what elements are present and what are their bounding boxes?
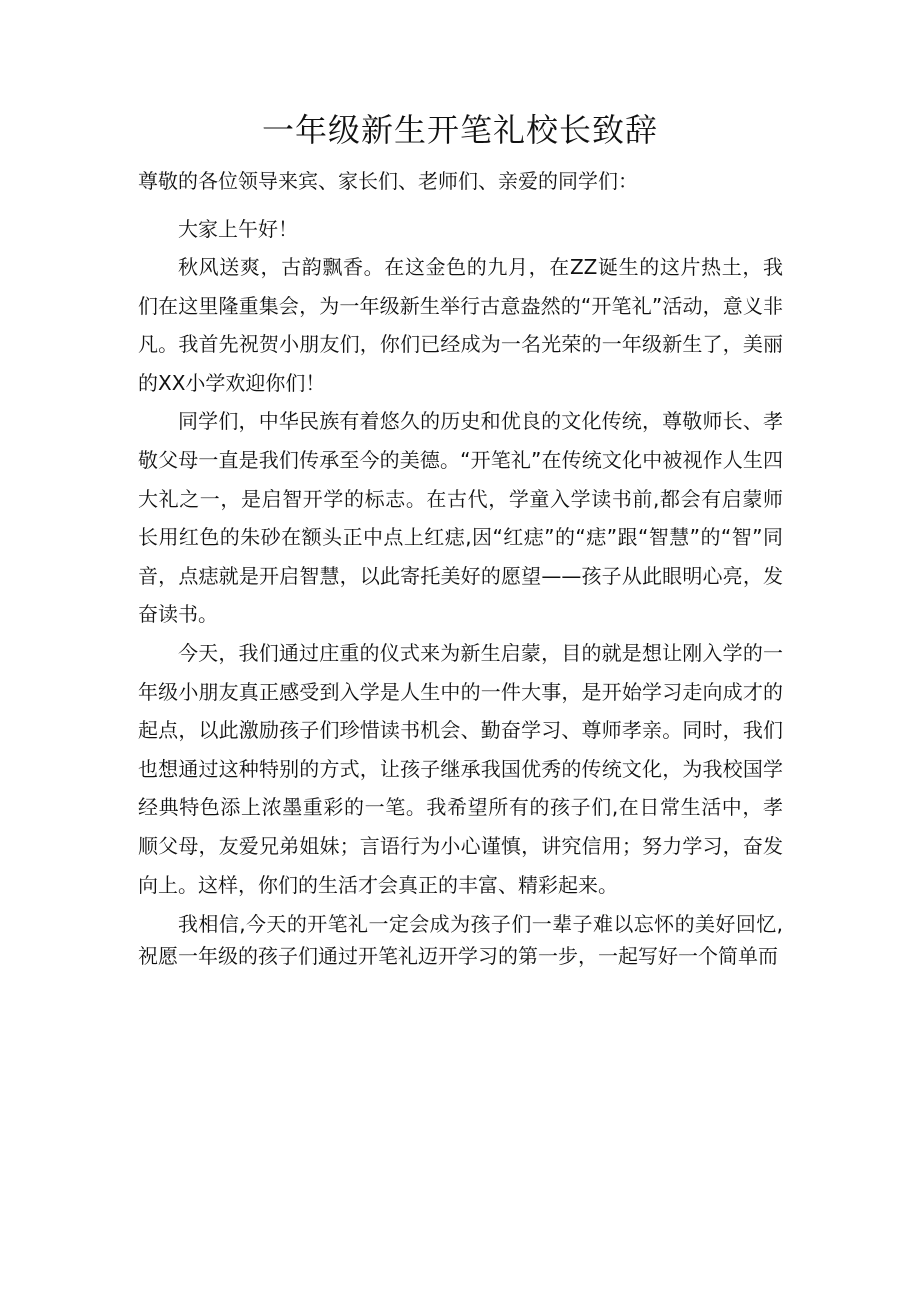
body-paragraph: 今天，我们通过庄重的仪式来为新生启蒙，目的就是想让刚入学的一年级小朋友真正感受到入学是人生中的一件大事，是开始学习走向成才的起点，以此激励孩子们珍惜读书机会、勤奋学习、尊师孝亲。同时，我们也想通过这种特别的方式，让孩子继承我国优秀的传统文化，为我校国学经典特色添上浓墨重彩的一笔。我希望所有的孩子们,在日常生活中，孝顺父母，友爱兄弟姐妹；言语行为小心谨慎，讲究信用；努力学习，奋发向上。这样，你们的生活才会真正的丰富、精彩起来。 (138, 640, 783, 897)
greeting-paragraph: 大家上午好！ (178, 217, 298, 241)
body-paragraph: 同学们，中华民族有着悠久的历史和优良的文化传统，尊敬师长、孝敬父母一直是我们传承至今的美德。“开笔礼”在传统文化中被视作人生四大礼之一，是启智开学的标志。在古代，学童入学读书前,都会有启蒙师长用红色的朱砂在额头正中点上红痣,因“红痣”的“痣”跟“智慧”的“智”同音，点痣就是开启智慧，以此寄托美好的愿望——孩子从此眼明心亮，发奋读书。 (138, 409, 783, 627)
speech-body (138, 210, 783, 972)
document-title: 一年级新生开笔礼校长致辞 (261, 111, 658, 149)
body-paragraph: 秋风送爽，古韵飘香。在这金色的九月，在ZZ诞生的这片热土，我们在这里隆重集会，为一年级新生举行古意盎然的“开笔礼”活动，意义非凡。我首先祝贺小朋友们，你们已经成为一名光荣的一年级新生了，美丽的XX小学欢迎你们！ (138, 255, 783, 395)
salutation: 尊敬的各位领导来宾、家长们、老师们、亲爱的同学们： (138, 169, 638, 193)
body-paragraph: 我相信,今天的开笔礼一定会成为孩子们一辈子难以忘怀的美好回忆,祝愿一年级的孩子们通过开笔礼迈开学习的第一步，一起写好一个简单而 (138, 912, 783, 969)
